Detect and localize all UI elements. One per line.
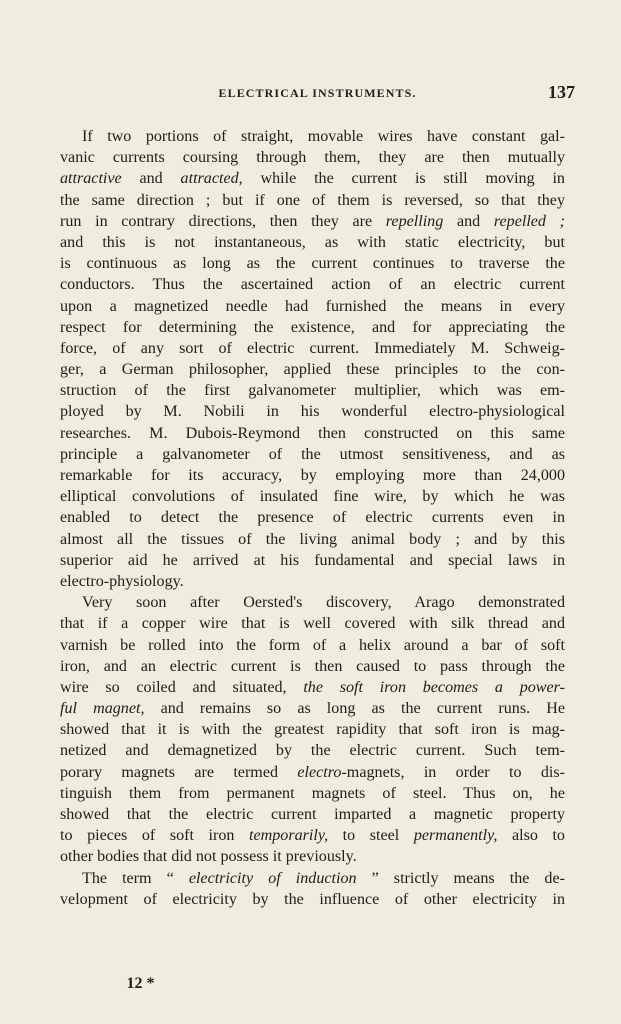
italic-run: attracted,: [180, 170, 243, 188]
text-run: enabled to detect the presence of electric currents even in: [60, 509, 565, 527]
text-run: the same direction ; but if one of them is reversed, so that they: [60, 191, 565, 209]
text-line: [60, 126, 565, 147]
text-run: iron, and an electric current is then caused to pass through the: [60, 657, 565, 675]
text-run: wire so coiled and situated,: [60, 678, 304, 696]
signature-mark: 12 *: [126, 975, 155, 992]
text-run: ger, a German philosopher, applied these principles to the con-: [60, 361, 565, 379]
italic-run: electricity of induction: [188, 869, 357, 887]
text-line: [60, 401, 565, 422]
text-line: [60, 486, 565, 507]
text-line: [60, 846, 565, 867]
text-run: netized and demagnetized by the electric current. Such tem-: [60, 742, 565, 760]
text-run: showed that the electric current imparted a magnetic property: [60, 806, 565, 823]
text-run: and remains so as long as the current runs. He: [144, 700, 565, 718]
text-line: [60, 635, 565, 656]
text-run: researches. M. Dubois-Reymond then constructed on this same: [60, 424, 565, 442]
text-run: other bodies that did not possess it previously.: [60, 848, 357, 866]
text-run: superior aid he arrived at his fundamental and special laws in: [60, 551, 565, 569]
text-line: [60, 423, 565, 444]
text-line: [60, 740, 565, 761]
text-line: [60, 550, 565, 571]
text-run: velopment of electricity by the influence of other electricity in: [60, 890, 565, 908]
italic-run: permanently,: [413, 827, 498, 845]
text-line: [60, 804, 565, 825]
text-run: tinguish them from permanent magnets of steel. Thus on, he: [60, 784, 565, 802]
text-run: ” strictly means the de-: [356, 869, 565, 887]
text-line: [60, 868, 565, 889]
text-run: The term “: [82, 869, 189, 887]
text-run: Very soon after Oersted's discovery, Arago demonstrated: [82, 594, 565, 612]
text-line: [60, 783, 565, 804]
text-run: struction of the first galvanometer multiplier, which was em-: [60, 382, 565, 400]
text-run: to steel: [328, 827, 414, 845]
text-run: and: [443, 212, 494, 230]
text-run: almost all the tissues of the living animal body ; and by this: [60, 530, 565, 548]
text-run: ployed by M. Nobili in his wonderful electro-physiological: [60, 403, 565, 421]
text-line: [60, 211, 565, 232]
text-line: [60, 317, 565, 338]
text-run: while the current is still moving in: [242, 170, 565, 188]
text-run: elliptical convolutions of insulated fine wire, by which he was: [60, 488, 565, 506]
italic-run: ful magnet,: [60, 700, 145, 718]
text-line: [60, 296, 565, 317]
text-run: electro-physiology.: [60, 572, 184, 590]
text-run: If two portions of straight, movable wires have constant gal-: [82, 128, 565, 145]
italic-run: the soft iron becomes a power-: [303, 678, 565, 696]
text-line: [60, 253, 565, 274]
italic-run: repelled ;: [493, 212, 565, 230]
text-line: [60, 762, 565, 783]
page-header: [60, 82, 575, 106]
text-run: conductors. Thus the ascertained action of an electric current: [60, 276, 565, 294]
text-line: [60, 232, 565, 253]
text-run: force, of any sort of electric current. Immediately M. Schweig-: [60, 339, 565, 357]
body-text: [60, 126, 565, 910]
text-line: [60, 529, 565, 550]
text-run: -magnets, in order to dis-: [341, 763, 565, 781]
text-line: [60, 359, 565, 380]
running-head: ELECTRICAL INSTRUMENTS.: [218, 86, 417, 100]
text-line: [60, 571, 565, 592]
page-number: 137: [548, 82, 575, 102]
text-line: [60, 592, 565, 613]
italic-run: electro: [297, 763, 342, 781]
text-run: upon a magnetized needle had furnished the means in every: [60, 297, 565, 315]
text-line: [60, 338, 565, 359]
text-run: vanic currents coursing through them, they are then mutually: [60, 149, 565, 167]
signature-mark-row: [0, 975, 621, 993]
text-run: run in contrary directions, then they are: [60, 212, 386, 230]
text-line: [60, 677, 565, 698]
text-run: also to: [497, 827, 565, 845]
text-line: [60, 825, 565, 846]
italic-run: temporarily,: [249, 827, 329, 845]
text-run: that if a copper wire that is well covered with silk thread and: [60, 615, 565, 633]
text-line: [60, 613, 565, 634]
text-line: [60, 444, 565, 465]
text-line: [60, 656, 565, 677]
text-run: and this is not instantaneous, as with static electricity, but: [60, 233, 565, 251]
text-line: [60, 168, 565, 189]
text-run: showed that it is with the greatest rapidity that soft iron is mag-: [60, 721, 565, 739]
text-line: [60, 190, 565, 211]
text-line: [60, 719, 565, 740]
text-run: and: [121, 170, 181, 188]
text-line: [60, 274, 565, 295]
text-run: respect for determining the existence, and for appreciating the: [60, 318, 565, 336]
text-line: [60, 465, 565, 486]
text-run: porary magnets are termed: [60, 763, 298, 781]
text-line: [60, 507, 565, 528]
text-run: remarkable for its accuracy, by employing more than 24,000: [60, 467, 565, 484]
text-line: [60, 147, 565, 168]
italic-run: repelling: [385, 212, 444, 230]
text-run: is continuous as long as the current continues to traverse the: [60, 255, 565, 273]
text-line: [60, 889, 565, 910]
text-run: principle a galvanometer of the utmost sensitiveness, and as: [60, 445, 565, 463]
text-run: to pieces of soft iron: [60, 827, 249, 845]
italic-run: attractive: [60, 170, 122, 188]
text-line: [60, 380, 565, 401]
text-line: [60, 698, 565, 719]
text-run: varnish be rolled into the form of a helix around a bar of soft: [60, 636, 565, 654]
